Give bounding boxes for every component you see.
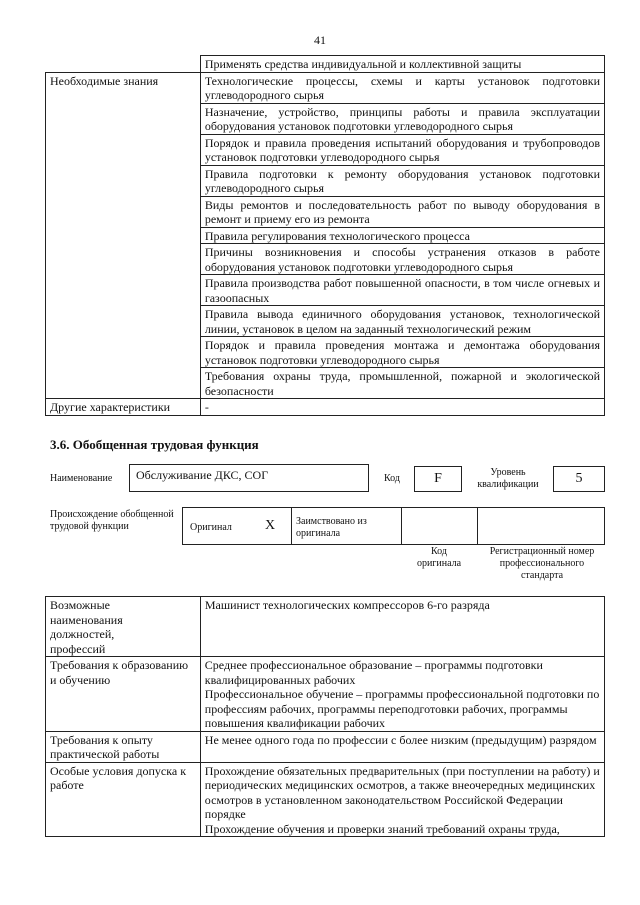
admission-label: Особые условия допуска к работе (46, 762, 201, 837)
table-row (46, 597, 605, 657)
knowledge-table (45, 55, 605, 416)
table-row (46, 762, 605, 837)
page-number: 41 (314, 33, 326, 47)
knowledge-label: Необходимые знания (46, 72, 201, 399)
positions-value: Машинист технологических компрессоров 6-го разряда (200, 597, 604, 657)
level-value-box (553, 466, 605, 492)
reg-number-label: Регистрационный номер профессионального стандарта (489, 546, 595, 581)
table-row (46, 731, 605, 762)
knowledge-item: Порядок и правила проведения монтажа и демонтажа оборудования установок подготовки углеводородного сырья (200, 337, 604, 368)
table-row (46, 72, 605, 103)
requirements-table (45, 656, 605, 837)
code-label: Код (384, 473, 400, 484)
code-value-box (414, 466, 462, 492)
name-value-box (129, 464, 369, 492)
positions-label: Возможные наименования должностей, профессий (46, 597, 201, 657)
divider (401, 508, 402, 544)
experience-label: Требования к опыту практической работы (46, 731, 201, 762)
education-value: Профессиональное обучение – программы профессиональной подготовки по профессиям рабочих, программы переподготовки рабочих, программы повышения квалификации рабочих (204, 687, 600, 730)
skill-cell: Применять средства индивидуальной и коллективной защиты (200, 56, 604, 73)
knowledge-item: Виды ремонтов и последовательность работ по выводу оборудования в ремонт и приему его из ремонта (200, 196, 604, 227)
level-label: Уровень квалификации (477, 467, 539, 490)
table-row (46, 657, 605, 732)
education-value: Среднее профессиональное образование – программы подготовки квалифицированных рабочих (204, 658, 543, 687)
divider (477, 508, 478, 544)
knowledge-item: Требования охраны труда, промышленной, пожарной и экологической безопасности (200, 368, 604, 399)
section-title: 3.6. Обобщенная трудовая функция (50, 437, 259, 452)
borrowed-label: Заимствовано из оригинала (296, 516, 367, 539)
knowledge-item: Правила регулирования технологического процесса (200, 227, 604, 244)
knowledge-item: Причины возникновения и способы устранения отказов в работе оборудования установок подготовки углеводородного сырья (200, 244, 604, 275)
name-label: Наименование (50, 473, 113, 484)
original-mark: X (265, 518, 276, 533)
knowledge-item: Технологические процессы, схемы и карты установок подготовки углеводородного сырья (200, 72, 604, 103)
admission-value: Прохождение обязательных предварительных (при поступлении на работу) и периодических медицинских осмотров, а также внеочередных медицинских осмотров в установленном законодательством Российской Федерации порядке (204, 763, 600, 821)
level-value: 5 (575, 471, 583, 486)
other-label: Другие характеристики (46, 399, 201, 416)
knowledge-item: Порядок и правила проведения испытаний оборудования и трубопроводов установок подготовки углеводородного сырья (200, 134, 604, 165)
code-original-label: Код оригинала (416, 546, 462, 569)
table-row (46, 56, 605, 73)
admission-value: Прохождение обучения и проверки знаний требований охраны труда, (204, 821, 560, 836)
knowledge-item: Правила вывода единичного оборудования установок, технологической линии, установок в целом на заданный технологический режим (200, 306, 604, 337)
experience-value: Не менее одного года по профессии с более низким (предыдущим) разрядом (200, 731, 604, 762)
positions-table (45, 596, 605, 657)
code-value: F (434, 471, 442, 486)
name-value: Обслуживание ДКС, СОГ (136, 468, 269, 482)
knowledge-item: Правила подготовки к ремонту оборудования установок подготовки углеводородного сырья (200, 165, 604, 196)
knowledge-item: Правила производства работ повышенной опасности, в том числе огневых и газоопасных (200, 275, 604, 306)
table-row (46, 399, 605, 416)
origin-label: Происхождение обобщенной трудовой функции (50, 509, 174, 532)
knowledge-item: Назначение, устройство, принципы работы и правила эксплуатации оборудования установок подготовки углеводородного сырья (200, 103, 604, 134)
divider (291, 508, 292, 544)
other-value: - (200, 399, 604, 416)
education-label: Требования к образованию и обучению (46, 657, 201, 732)
original-label: Оригинал (190, 522, 232, 533)
origin-table (182, 507, 605, 545)
